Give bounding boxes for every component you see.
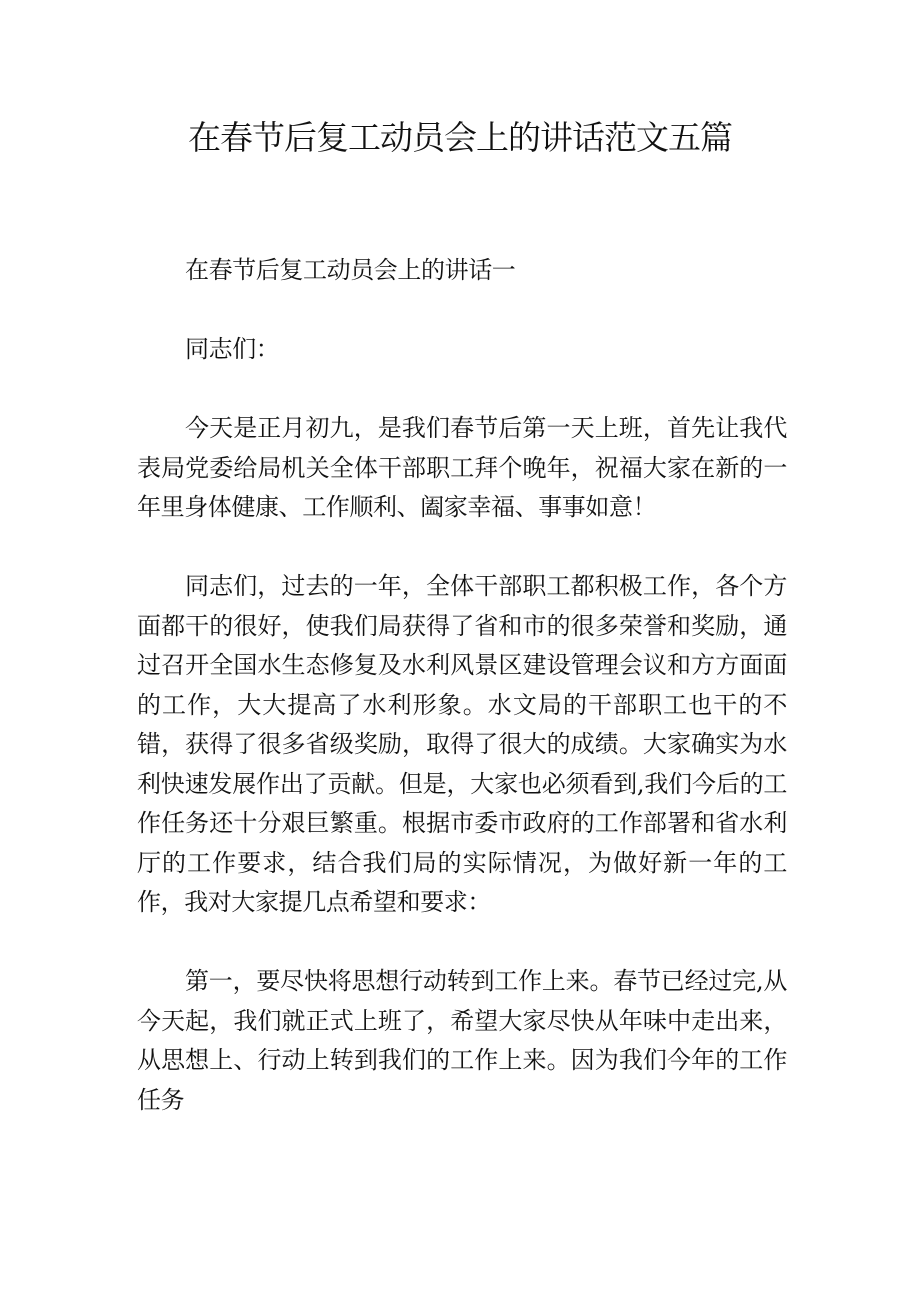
salutation: 同志们： — [185, 335, 280, 363]
document-body — [137, 251, 787, 1160]
body-paragraph: 今天是正月初九，是我们春节后第一天上班，首先让我代表局党委给局机关全体干部职工拜个晚年，祝福大家在新的一年里身体健康、工作顺利、阖家幸福、事事如意！ — [137, 414, 787, 521]
body-paragraph: 第一，要尽快将思想行动转到工作上来。春节已经过完,从今天起，我们就正式上班了，希望大家尽快从年味中走出来，从思想上、行动上转到我们的工作上来。因为我们今年的工作任务 — [137, 967, 787, 1114]
document-title: 在春节后复工动员会上的讲话范文五篇 — [188, 118, 732, 157]
body-paragraph: 同志们，过去的一年，全体干部职工都积极工作，各个方面都干的很好，使我们局获得了省和市的很多荣誉和奖励，通过召开全国水生态修复及水利风景区建设管理会议和方方面面的工作，大大提高了水利形象。水文局的干部职工也干的不错，获得了很多省级奖励，取得了很大的成绩。大家确实为水利快速发展作出了贡献。但是，大家也必须看到,我们今后的工作任务还十分艰巨繁重。根据市委市政府的工作部署和省水利厅的工作要求，结合我们局的实际情况，为做好新一年的工作，我对大家提几点希望和要求： — [137, 572, 787, 916]
section-heading: 在春节后复工动员会上的讲话一 — [185, 256, 516, 284]
